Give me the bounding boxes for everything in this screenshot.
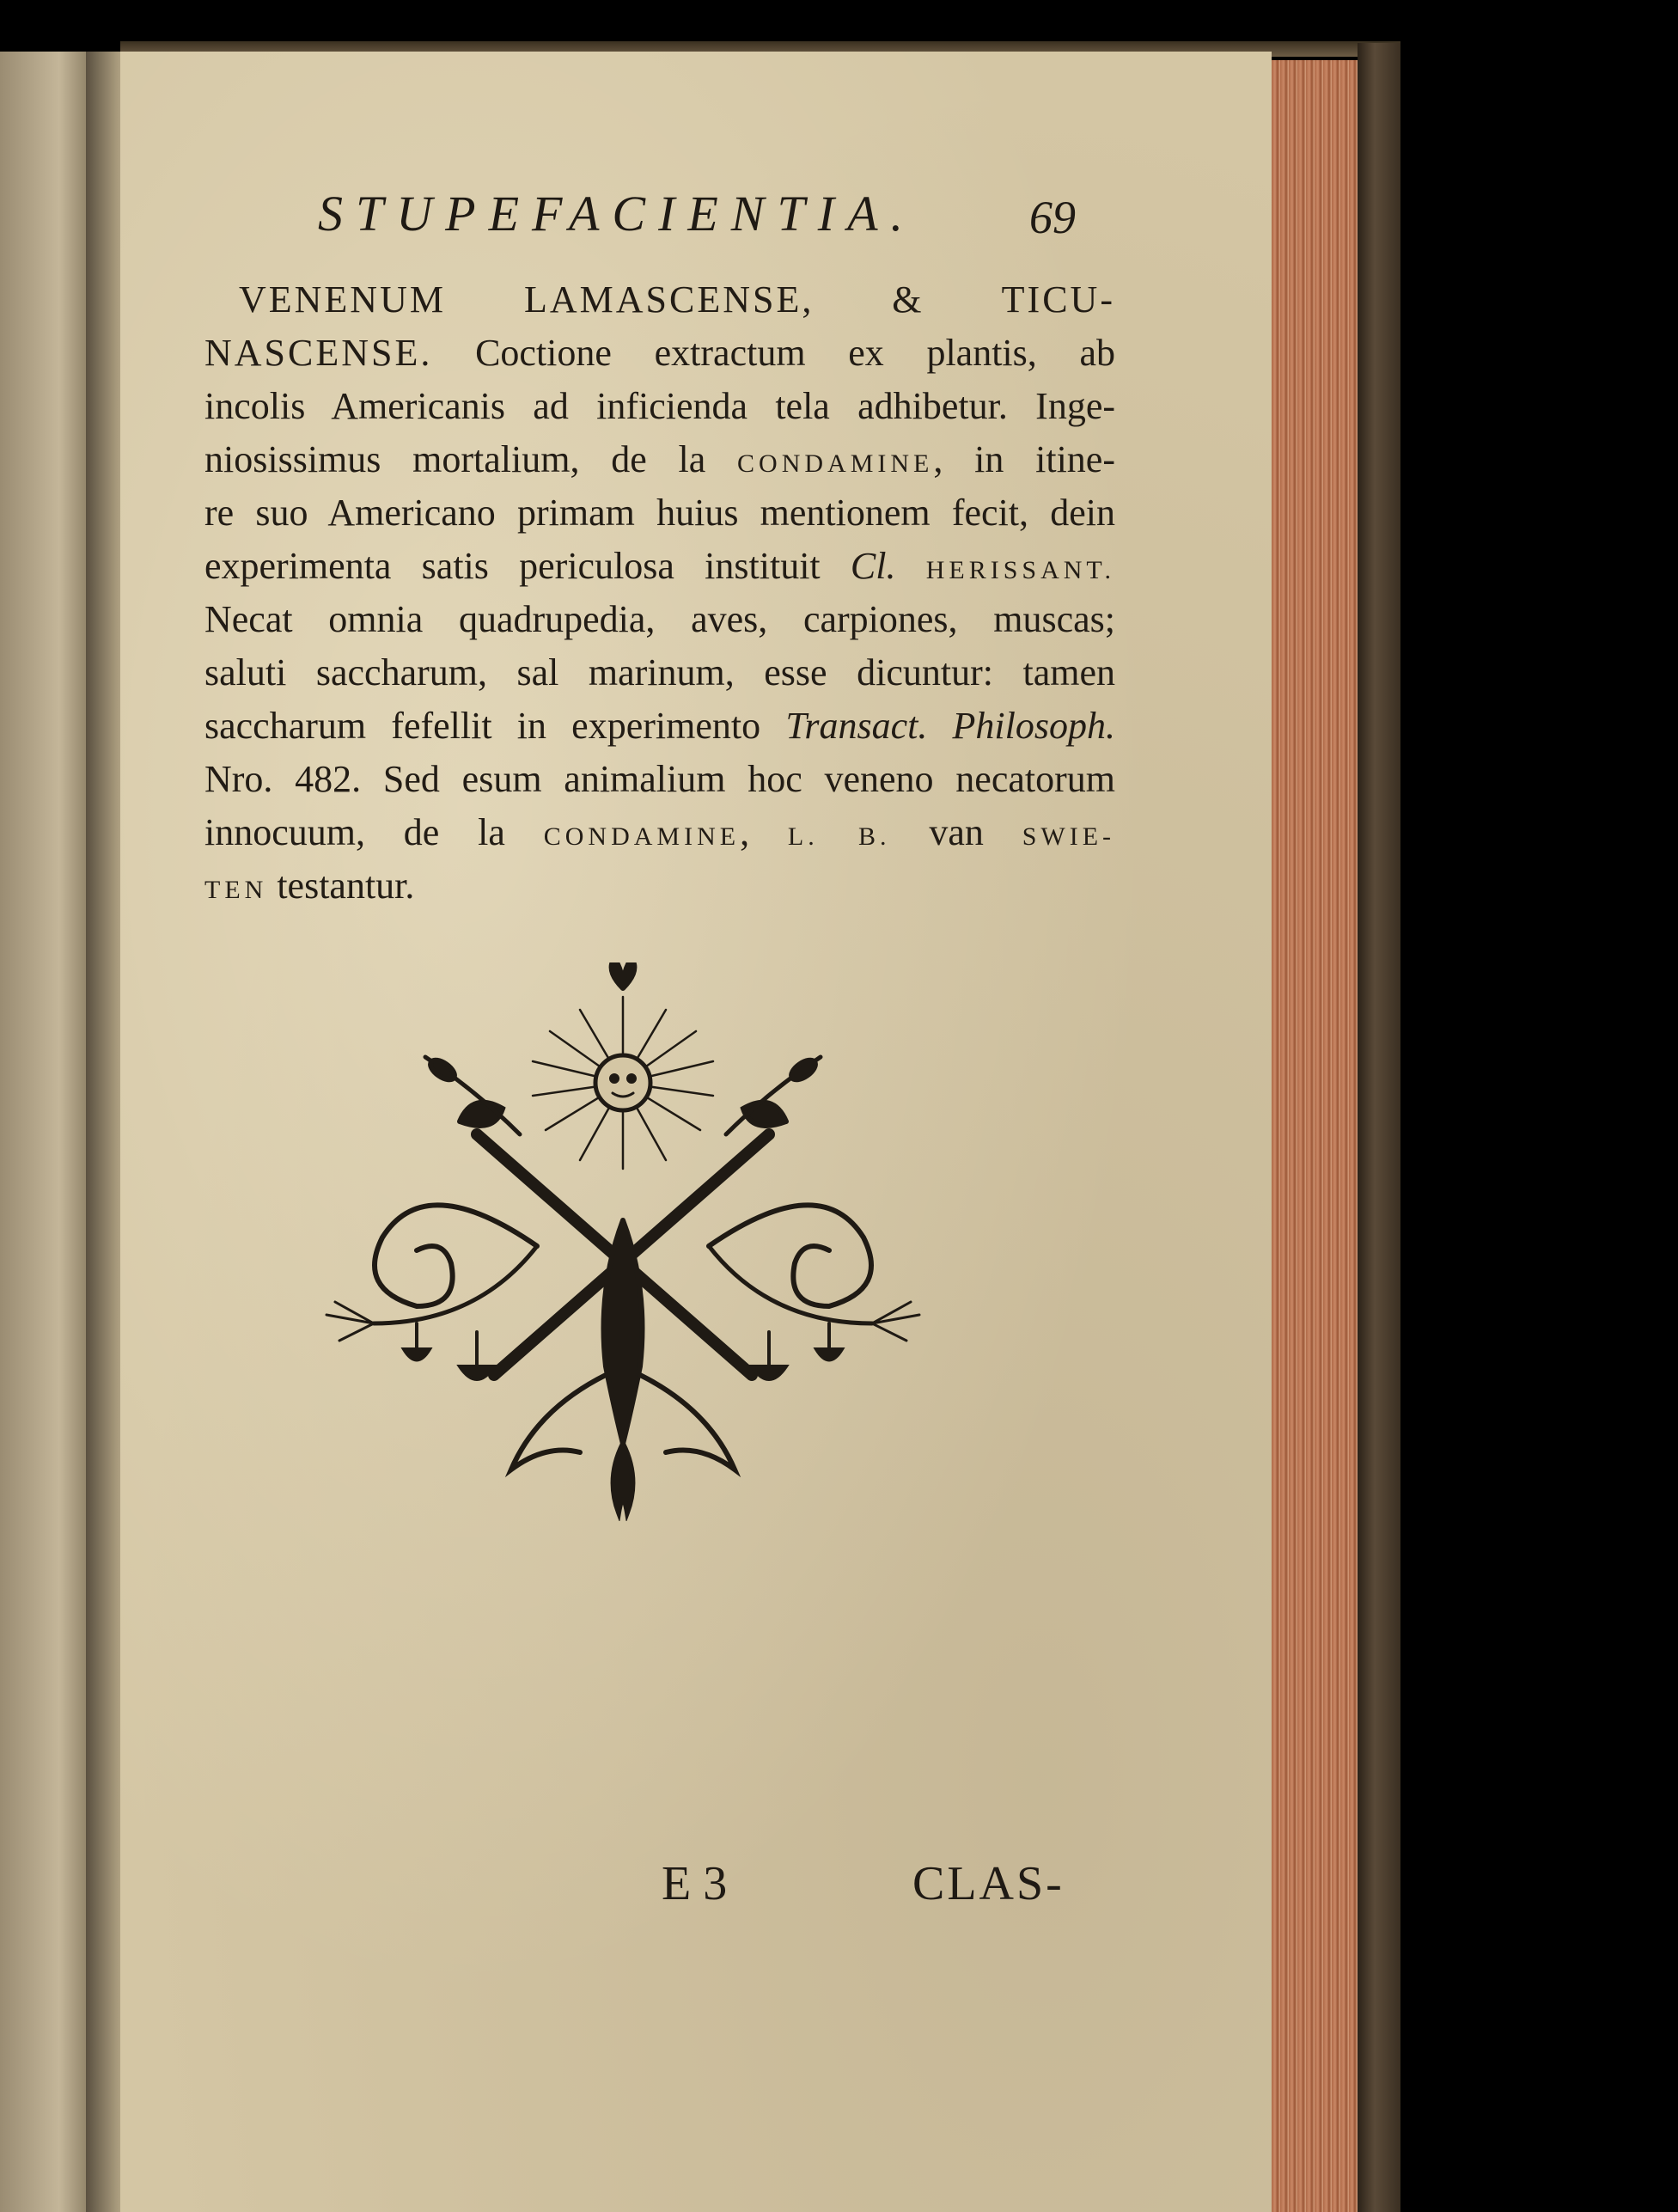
text-line: NASCENSE. Coctione extractum ex plantis, ab — [204, 332, 1116, 374]
body-text — [204, 273, 1115, 913]
text-line: saccharum fefellit in experimento Transact. Philosoph. — [204, 705, 1115, 747]
entry-heading: VENENUM LAMASCENSE, & TICU- — [239, 278, 1115, 321]
signature-mark: E 3 — [662, 1857, 728, 1910]
page-block-edges — [1272, 60, 1358, 2212]
author-name: CONDAMINE — [737, 449, 934, 478]
left-page-edge — [0, 52, 99, 2212]
author-initials: L. B. — [787, 822, 891, 851]
text-line: Nro. 482. Sed esum animalium hoc veneno necatorum — [204, 758, 1115, 800]
cover-board — [1358, 43, 1400, 2212]
author-name: TEN — [204, 876, 268, 904]
text-line: incolis Americanis ad inficienda tela adhibetur. Inge- — [204, 385, 1115, 427]
running-head: STUPEFACIENTIA. — [318, 186, 916, 241]
text-line — [204, 273, 1115, 327]
author-name: SWIE- — [1022, 822, 1116, 851]
text-line: Necat omnia quadrupedia, aves, carpiones, muscas; — [204, 598, 1115, 640]
author-name: HERISSANT. — [925, 556, 1115, 584]
text-line: TEN testantur. — [204, 865, 415, 907]
text-line: niosissimus mortalium, de la CONDAMINE, in itine- — [204, 438, 1115, 480]
woodcut-ornament — [322, 962, 924, 1521]
text-line: saluti saccharum, sal marinum, esse dicuntur: tamen — [204, 651, 1115, 694]
catchword: CLAS- — [912, 1857, 1065, 1910]
text-line: re suo Americano primam huius mentionem fecit, dein — [204, 492, 1115, 534]
page-number: 69 — [1029, 192, 1076, 243]
text-line: innocuum, de la CONDAMINE, L. B. van SWIE- — [204, 811, 1116, 853]
author-name: CONDAMINE — [543, 822, 741, 851]
text-line: experimenta satis periculosa instituit Cl. HERISSANT. — [204, 545, 1115, 587]
entry-heading-cont: NASCENSE. — [204, 332, 433, 374]
citation: Transact. Philosoph. — [785, 705, 1115, 747]
